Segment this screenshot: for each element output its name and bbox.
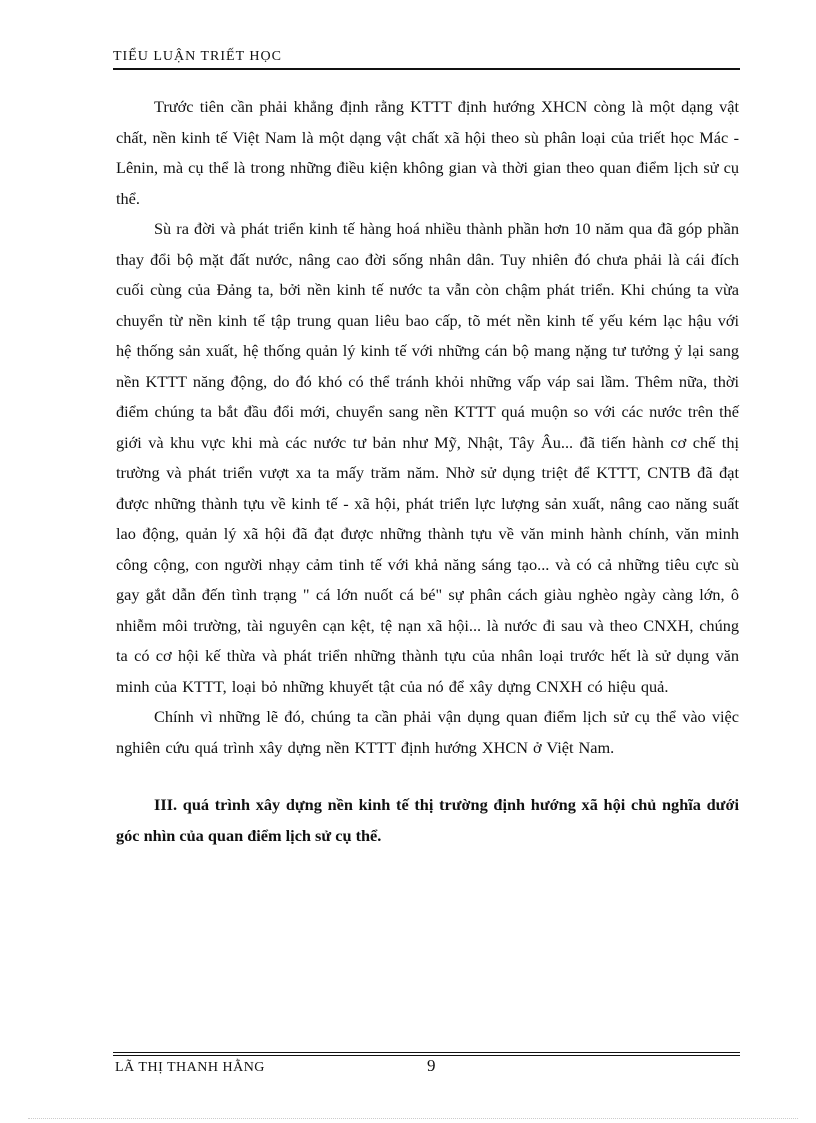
page-number: 9	[427, 1056, 436, 1075]
page-bottom-border	[28, 1118, 798, 1119]
footer-rule-top	[113, 1052, 740, 1053]
footer-row	[113, 1056, 740, 1078]
paragraph-2: Sù ra đời và phát triển kinh tế hàng hoá nhiều thành phần hơn 10 năm qua đã góp phần thay đổi bộ mặt đất nước, nâng cao đời sống nhân dân. Tuy nhiên đó chưa phải là cái đích cuối cùng của Đảng ta, bởi nền kinh tế nước ta vẫn còn chậm phát triển. Khi chúng ta vừa chuyển từ nền kinh tế tập trung quan liêu bao cấp, tõ mét nền kinh tế yếu kém lạc hậu với hệ thống sản xuất, hệ thống quản lý kinh tế với những cán bộ mang nặng tư tưởng ỷ lại sang nền KTTT năng động, do đó khó có thể tránh khỏi những vấp váp sai lầm. Thêm nữa, thời điểm chúng ta bắt đầu đổi mới, chuyển sang nền KTTT quá muộn so với các nước trên thế giới và khu vực khi mà các nước tư bản như Mỹ, Nhật, Tây Âu... đã tiến hành cơ chế thị trường và phát triển vượt xa ta mấy trăm năm. Nhờ sử dụng triệt để KTTT, CNTB đã đạt được những thành tựu về kinh tế - xã hội, phát triển lực lượng sản xuất, nâng cao năng suất lao động, quản lý xã hội đã đạt được những thành tựu về văn minh hành chính, văn minh công cộng, con người nhạy cảm tinh tế với khả năng sáng tạo... và có cả những tiêu cực sù gay gắt dẫn đến tình trạng " cá lớn nuốt cá bé" sự phân cách giàu nghèo ngày càng lớn, ô nhiễm môi trường, tài nguyên cạn kệt, tệ nạn xã hội... là nước đi sau và theo CNXH, chúng ta có cơ hội kế thừa và phát triển những thành tựu của nhân loại trước hết là sử dụng văn minh của KTTT, loại bỏ những khuyết tật của nó để xây dựng CNXH có hiệu quả.	[116, 219, 739, 696]
header-rule	[113, 68, 740, 70]
page-footer	[113, 1052, 740, 1078]
paragraph-3: Chính vì những lẽ đó, chúng ta cần phải vận dụng quan điểm lịch sử cụ thể vào việc nghiên cứu quá trình xây dựng nền KTTT định hướng XHCN ở Việt Nam.	[116, 707, 739, 757]
paragraph-1: Trước tiên cần phải khẳng định rằng KTTT định hướng XHCN còng là một dạng vật chất, nền kinh tế Việt Nam là một dạng vật chất xã hội theo sù phân loại của triết học Mác - Lênin, mà cụ thể là trong những điều kiện không gian và thời gian theo quan điểm lịch sử cụ thể.	[116, 97, 739, 208]
document-body	[116, 92, 739, 851]
page-header	[113, 48, 740, 70]
header-title: TIỂU LUẬN TRIẾT HỌC	[113, 49, 282, 64]
section-heading: III. quá trình xây dựng nền kinh tế thị trường định hướng xã hội chủ nghĩa dưới góc nhìn của quan điểm lịch sử cụ thể.	[116, 795, 739, 845]
footer-author: LÃ THỊ THANH HẰNG	[115, 1060, 265, 1075]
